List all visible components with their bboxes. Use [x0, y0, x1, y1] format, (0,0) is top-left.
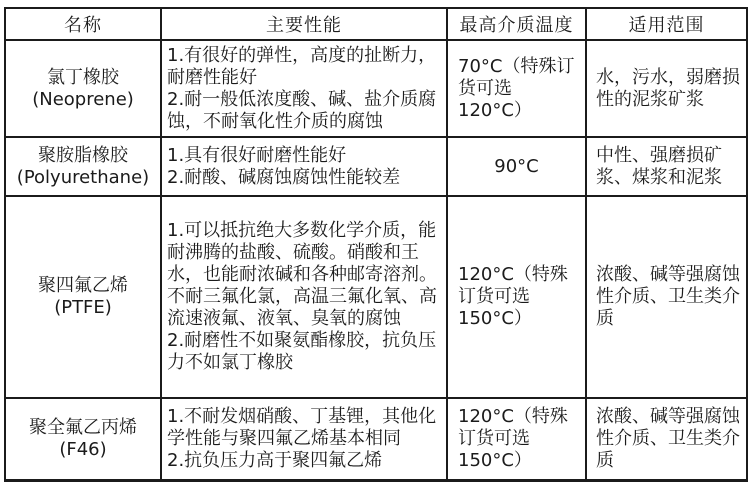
- table-row-ptfe: [5, 196, 747, 398]
- max-temp-cell: [447, 196, 586, 398]
- application-value: 水，污水，弱磨损性的泥浆矿浆: [596, 66, 740, 110]
- performance-item: 2.耐磨性不如聚氨酯橡胶，抗负压力不如氯丁橡胶: [167, 330, 437, 373]
- application-value: 浓酸、碱等强腐蚀性介质、卫生类介质: [596, 405, 740, 471]
- material-spec-table: [4, 7, 748, 482]
- material-name: 氯丁橡胶: [47, 66, 119, 88]
- application-cell: [586, 398, 747, 480]
- material-alias: (F46): [59, 438, 107, 460]
- header-row: [5, 8, 747, 40]
- max-temp-cell: [447, 398, 586, 480]
- material-name: 聚胺脂橡胶: [38, 144, 128, 166]
- performance-cell: [161, 40, 447, 137]
- table-row-neoprene: [5, 40, 747, 137]
- header-performance: 主要性能: [161, 8, 447, 40]
- max-temp-value: 70°C（特殊订货可选120°C）: [458, 55, 575, 121]
- material-name-cell: [5, 398, 161, 480]
- material-name-cell: [5, 137, 161, 196]
- material-name-cell: [5, 196, 161, 398]
- performance-cell: [161, 398, 447, 480]
- table-row-polyurethane: [5, 137, 747, 196]
- performance-item: 1.可以抵抗绝大多数化学介质，能耐沸腾的盐酸、硫酸。硝酸和王水，也能耐浓碱和各种邮寄溶剂。不耐三氟化氯，高温三氟化氧、高流速液氟、液氧、臭氧的腐蚀: [167, 220, 437, 329]
- application-value: 中性、强磨损矿浆、煤浆和泥浆: [596, 144, 722, 188]
- material-alias: (Neoprene): [32, 88, 134, 110]
- material-alias: (Polyurethane): [16, 166, 150, 188]
- application-cell: [586, 40, 747, 137]
- header-max-temp: 最高介质温度: [447, 8, 586, 40]
- application-cell: [586, 137, 747, 196]
- max-temp-value: 120°C（特殊订货可选150°C）: [458, 405, 568, 471]
- max-temp-cell: [447, 40, 586, 137]
- performance-item: 2.抗负压力高于聚四氟乙烯: [167, 449, 383, 471]
- material-name-cell: [5, 40, 161, 137]
- max-temp-value: 120°C（特殊订货可选150°C）: [458, 264, 568, 329]
- max-temp-value: 90°C: [494, 155, 539, 177]
- performance-item: 1.不耐发烟硝酸、丁基锂，其他化学性能与聚四氟乙烯基本相同: [167, 405, 437, 449]
- material-alias: (PTFE): [54, 297, 112, 318]
- header-name: 名称: [5, 8, 161, 40]
- performance-item: 1.有很好的弹性，高度的扯断力，耐磨性能好: [167, 44, 437, 88]
- performance-item: 2.耐酸、碱腐蚀腐蚀性能较差: [167, 166, 401, 188]
- material-name: 聚四氟乙烯: [38, 275, 128, 296]
- performance-item: 2.耐一般低浓度酸、碱、盐介质腐蚀，不耐氧化性介质的腐蚀: [167, 88, 437, 132]
- application-value: 浓酸、碱等强腐蚀性介质、卫生类介质: [596, 264, 740, 329]
- material-name: 聚全氟乙丙烯: [29, 416, 137, 438]
- application-cell: [586, 196, 747, 398]
- performance-cell: [161, 137, 447, 196]
- performance-item: 1.具有很好耐磨性能好: [167, 144, 347, 166]
- max-temp-cell: [447, 137, 586, 196]
- performance-cell: [161, 196, 447, 398]
- table-row-f46: [5, 398, 747, 480]
- header-application: 适用范围: [586, 8, 747, 40]
